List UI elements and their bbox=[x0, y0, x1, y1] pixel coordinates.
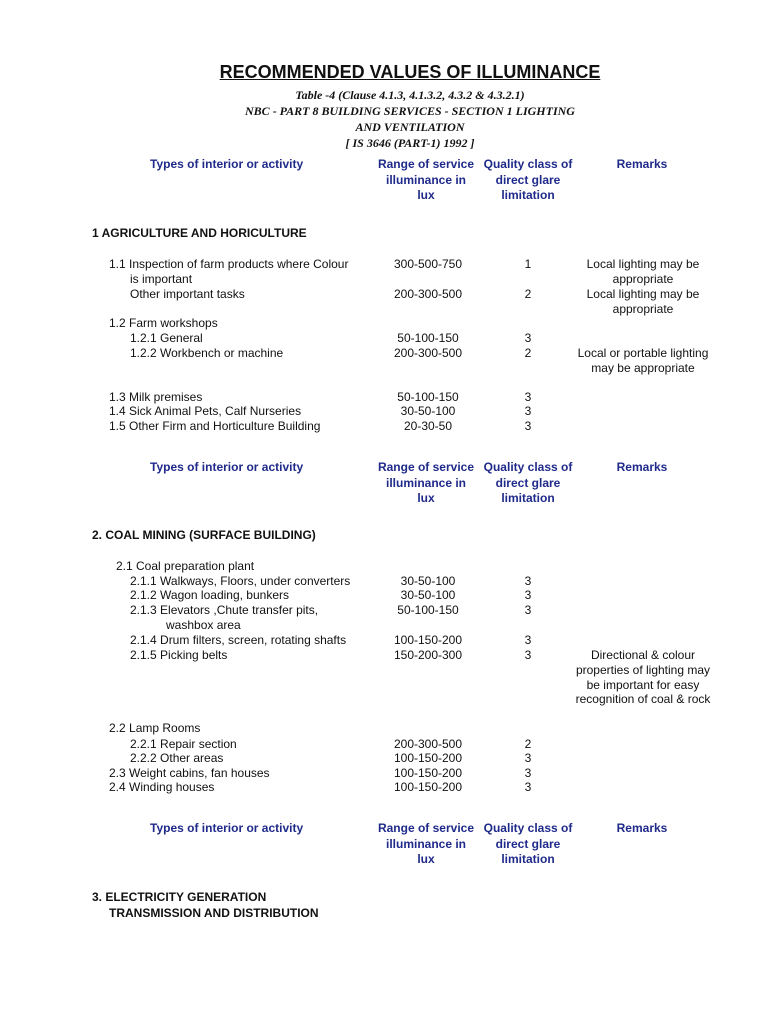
quality-value: 3 bbox=[524, 633, 532, 647]
table-row-label: 2.1.5 Picking belts bbox=[130, 648, 228, 662]
range-value: 50-100-150 bbox=[397, 390, 459, 404]
table-row-label: 2.1.3 Elevators ,Chute transfer pits, bbox=[130, 603, 319, 617]
quality-value: 3 bbox=[524, 574, 532, 588]
table-row-label: 2.3 Weight cabins, fan houses bbox=[109, 766, 270, 780]
table-row-label: washbox area bbox=[166, 618, 241, 632]
range-value: 150-200-300 bbox=[393, 648, 463, 662]
table-row-label: 1.2 Farm workshops bbox=[109, 316, 218, 330]
table-row-label: 1.3 Milk premises bbox=[109, 390, 203, 404]
section-heading-continued: TRANSMISSION AND DISTRIBUTION bbox=[109, 906, 319, 920]
table-row-label: 2.1.4 Drum filters, screen, rotating shafts bbox=[130, 633, 347, 647]
column-header-quality: Quality class of direct glare limitation bbox=[483, 821, 573, 866]
table-row-label: 2.2.2 Other areas bbox=[130, 751, 224, 765]
table-reference: Table -4 (Clause 4.1.3, 4.1.3.2, 4.3.2 & 4.3.2.1) bbox=[295, 88, 525, 102]
standard-reference-line: AND VENTILATION bbox=[355, 120, 465, 134]
remarks-text: Directional & colour properties of lighting may be important for easy recognition of coal & rock bbox=[575, 648, 711, 707]
column-header-types: Types of interior or activity bbox=[150, 157, 304, 171]
quality-value: 3 bbox=[524, 766, 532, 780]
quality-value: 3 bbox=[524, 419, 532, 433]
range-value: 100-150-200 bbox=[393, 751, 463, 765]
table-row-label: is important bbox=[130, 272, 193, 286]
range-value: 50-100-150 bbox=[397, 331, 459, 345]
column-header-types: Types of interior or activity bbox=[150, 821, 304, 835]
standard-code: [ IS 3646 (PART-1) 1992 ] bbox=[345, 136, 475, 150]
range-value: 30-50-100 bbox=[400, 574, 456, 588]
section-heading: 2. COAL MINING (SURFACE BUILDING) bbox=[92, 528, 316, 542]
column-header-quality: Quality class of direct glare limitation bbox=[483, 460, 573, 505]
range-value: 200-300-500 bbox=[393, 346, 463, 360]
remarks-text: Local lighting may be appropriate bbox=[586, 257, 700, 286]
column-header-types: Types of interior or activity bbox=[150, 460, 304, 474]
table-row-label: 2.2 Lamp Rooms bbox=[109, 721, 201, 735]
range-value: 300-500-750 bbox=[393, 257, 463, 271]
quality-value: 3 bbox=[524, 780, 532, 794]
quality-value: 2 bbox=[524, 287, 532, 301]
remarks-text: Local or portable lighting may be appropriate bbox=[577, 346, 709, 375]
quality-value: 3 bbox=[524, 751, 532, 765]
quality-value: 2 bbox=[524, 737, 532, 751]
column-header-remarks: Remarks bbox=[616, 821, 668, 835]
quality-value: 3 bbox=[524, 390, 532, 404]
column-header-range: Range of service illuminance in lux bbox=[377, 821, 475, 866]
table-row-label: 1.2.1 General bbox=[130, 331, 203, 345]
quality-value: 2 bbox=[524, 346, 532, 360]
quality-value: 3 bbox=[524, 331, 532, 345]
table-row-label: 2.1.1 Walkways, Floors, under converters bbox=[130, 574, 351, 588]
quality-value: 1 bbox=[524, 257, 532, 271]
range-value: 100-150-200 bbox=[393, 766, 463, 780]
table-row-label: 2.4 Winding houses bbox=[109, 780, 215, 794]
table-row-label: 2.1.2 Wagon loading, bunkers bbox=[130, 588, 289, 602]
standard-reference-line: NBC - PART 8 BUILDING SERVICES - SECTION 1 LIGHTING bbox=[245, 104, 575, 118]
page-title: RECOMMENDED VALUES OF ILLUMINANCE bbox=[219, 62, 601, 82]
range-value: 30-50-100 bbox=[400, 588, 456, 602]
range-value: 100-150-200 bbox=[393, 780, 463, 794]
section-heading: 1 AGRICULTURE AND HORICULTURE bbox=[92, 226, 307, 240]
table-row-label: 2.1 Coal preparation plant bbox=[116, 559, 255, 573]
column-header-remarks: Remarks bbox=[616, 460, 668, 474]
column-header-range: Range of service illuminance in lux bbox=[377, 157, 475, 202]
range-value: 200-300-500 bbox=[393, 737, 463, 751]
column-header-range: Range of service illuminance in lux bbox=[377, 460, 475, 505]
column-header-quality: Quality class of direct glare limitation bbox=[483, 157, 573, 202]
table-row-label: 2.2.1 Repair section bbox=[130, 737, 237, 751]
range-value: 30-50-100 bbox=[400, 404, 456, 418]
quality-value: 3 bbox=[524, 404, 532, 418]
range-value: 50-100-150 bbox=[397, 603, 459, 617]
quality-value: 3 bbox=[524, 648, 532, 662]
table-row-label: Other important tasks bbox=[130, 287, 245, 301]
quality-value: 3 bbox=[524, 588, 532, 602]
table-row-label: 1.5 Other Firm and Horticulture Building bbox=[109, 419, 321, 433]
table-row-label: 1.4 Sick Animal Pets, Calf Nurseries bbox=[109, 404, 302, 418]
section-heading: 3. ELECTRICITY GENERATION bbox=[92, 890, 267, 904]
table-row-label: 1.2.2 Workbench or machine bbox=[130, 346, 284, 360]
quality-value: 3 bbox=[524, 603, 532, 617]
range-value: 20-30-50 bbox=[403, 419, 453, 433]
column-header-remarks: Remarks bbox=[616, 157, 668, 171]
table-row-label: 1.1 Inspection of farm products where Colour bbox=[109, 257, 349, 271]
range-value: 100-150-200 bbox=[393, 633, 463, 647]
range-value: 200-300-500 bbox=[393, 287, 463, 301]
remarks-text: Local lighting may be appropriate bbox=[586, 287, 700, 316]
